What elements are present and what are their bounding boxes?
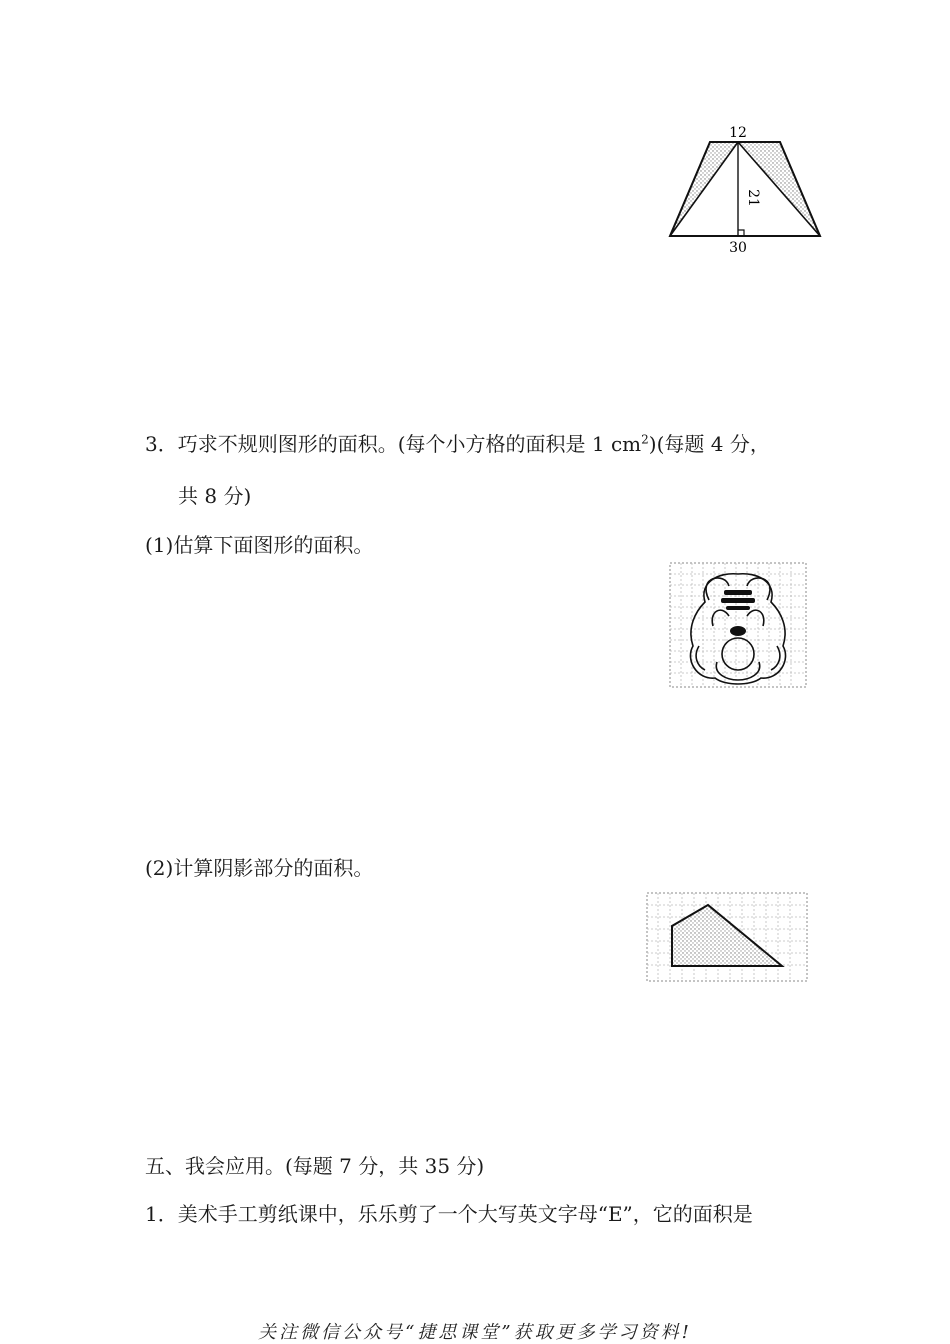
section5-question1: 1．美术手工剪纸课中，乐乐剪了一个大写英文字母“E”，它的面积是 bbox=[145, 1202, 753, 1226]
section3-line1-prefix: 3．巧求不规则图形的面积。(每个小方格的面积是 1 cm bbox=[145, 432, 642, 456]
section3-line1-sup: 2 bbox=[641, 432, 649, 447]
section3-question2: (2)计算阴影部分的面积。 bbox=[145, 856, 374, 880]
trapezoid-bottom-label: 30 bbox=[729, 240, 747, 256]
trapezoid-top-label: 12 bbox=[729, 125, 747, 141]
section3-line1-suffix: )(每题 4 分， bbox=[648, 432, 770, 456]
page-footer-note: 关注微信公众号“捷思课堂”获取更多学习资料! bbox=[258, 1322, 692, 1343]
section3-instruction-line2: 共 8 分) bbox=[178, 484, 252, 508]
tiger-grid-figure bbox=[669, 562, 807, 688]
shaded-shape-grid-figure bbox=[646, 892, 808, 982]
trapezoid-figure bbox=[660, 118, 830, 258]
section5-heading: 五、我会应用。(每题 7 分，共 35 分) bbox=[145, 1154, 485, 1178]
section3-instruction-line1 bbox=[145, 428, 770, 457]
trapezoid-height-label: 21 bbox=[745, 189, 761, 207]
section3-question1: (1)估算下面图形的面积。 bbox=[145, 533, 374, 557]
